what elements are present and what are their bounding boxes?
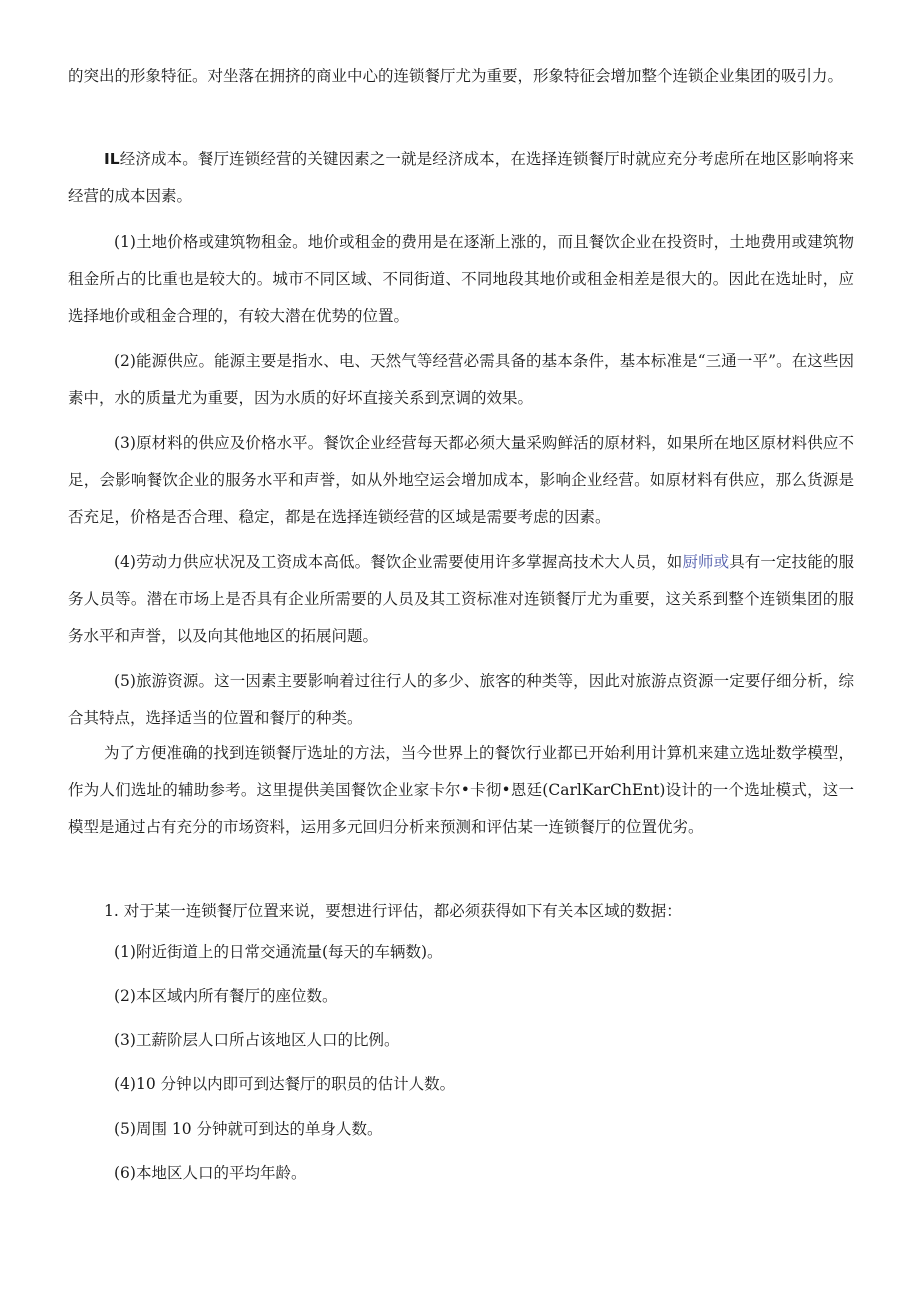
list-item: (3)工薪阶层人口所占该地区人口的比例。 [114, 1031, 400, 1049]
list-item: (4)10 分钟以内即可到达餐厅的职员的估计人数。 [114, 1075, 456, 1093]
chef-link[interactable]: 厨师或 [682, 553, 730, 571]
intro-paragraph: 的突出的形象特征。对坐落在拥挤的商业中心的连锁餐厅尤为重要，形象特征会增加整个连锁企业集团的吸引力。 [68, 67, 844, 85]
labor-text-after: 具有一定技能的服务人员等。潜在市场上是否具有企业所需要的人员及其工资标准对连锁餐厅尤为重要，这关系到整个连锁集团的服务水平和声誉，以及向其他地区的拓展问题。 [68, 553, 854, 645]
paragraph-raw-materials: (3)原材料的供应及价格水平。餐饮企业经营每天都必须大量采购鲜活的原材料，如果所在地区原材料供应不足，会影响餐饮企业的服务水平和声誉，如从外地空运会增加成本，影响企业经营。如原材料有供应，那么货源是否充足，价格是否合理、稳定，都是在选择连锁经营的区域是需要考虑的因素。 [68, 434, 854, 526]
section-marker: IL [104, 150, 120, 168]
list-item: (6)本地区人口的平均年龄。 [114, 1164, 307, 1182]
paragraph-energy-supply: (2)能源供应。能源主要是指水、电、天然气等经营必需具备的基本条件，基本标准是“三通一平”。在这些因素中，水的质量尤为重要，因为水质的好坏直接关系到烹调的效果。 [68, 352, 854, 407]
section-economic-cost [68, 141, 854, 215]
section-economic-cost-text: 经济成本。餐厅连锁经营的关键因素之一就是经济成本，在选择连锁餐厅时就应充分考虑所在地区影响将来经营的成本因素。 [68, 150, 854, 205]
paragraph-land-price: (1)土地价格或建筑物租金。地价或租金的费用是在逐渐上涨的，而且餐饮企业在投资时，土地费用或建筑物租金所占的比重也是较大的。城市不同区域、不同街道、不同地段其地价或租金相差是很大的。因此在选址时，应选择地价或租金合理的，有较大潜在优势的位置。 [68, 233, 854, 325]
paragraph-data-list-intro: 1. 对于某一连锁餐厅位置来说，要想进行评估，都必须获得如下有关本区域的数据： [104, 902, 682, 920]
paragraph-tourism: (5)旅游资源。这一因素主要影响着过往行人的多少、旅客的种类等，因此对旅游点资源一定要仔细分析，综合其特点，选择适当的位置和餐厅的种类。 [68, 672, 854, 727]
paragraph-selection-model: 为了方便准确的找到连锁餐厅选址的方法，当今世界上的餐饮行业都已开始利用计算机来建立选址数学模型，作为人们选址的辅助参考。这里提供美国餐饮企业家卡尔•卡彻•恩廷(CarlKarChEnt)设计的一个选址模式，这一模型是通过占有充分的市场资料，运用多元回归分析来预测和评估某一连锁餐厅的位置优劣。 [68, 744, 854, 836]
list-item: (2)本区域内所有餐厅的座位数。 [114, 987, 338, 1005]
labor-text-before: (4)劳动力供应状况及工资成本高低。餐饮企业需要使用许多掌握高技术大人员，如 [114, 553, 683, 571]
paragraph-labor-supply [68, 544, 854, 655]
list-item: (1)附近街道上的日常交通流量(每天的车辆数)。 [114, 943, 443, 961]
list-item: (5)周围 10 分钟就可到达的单身人数。 [114, 1120, 383, 1138]
